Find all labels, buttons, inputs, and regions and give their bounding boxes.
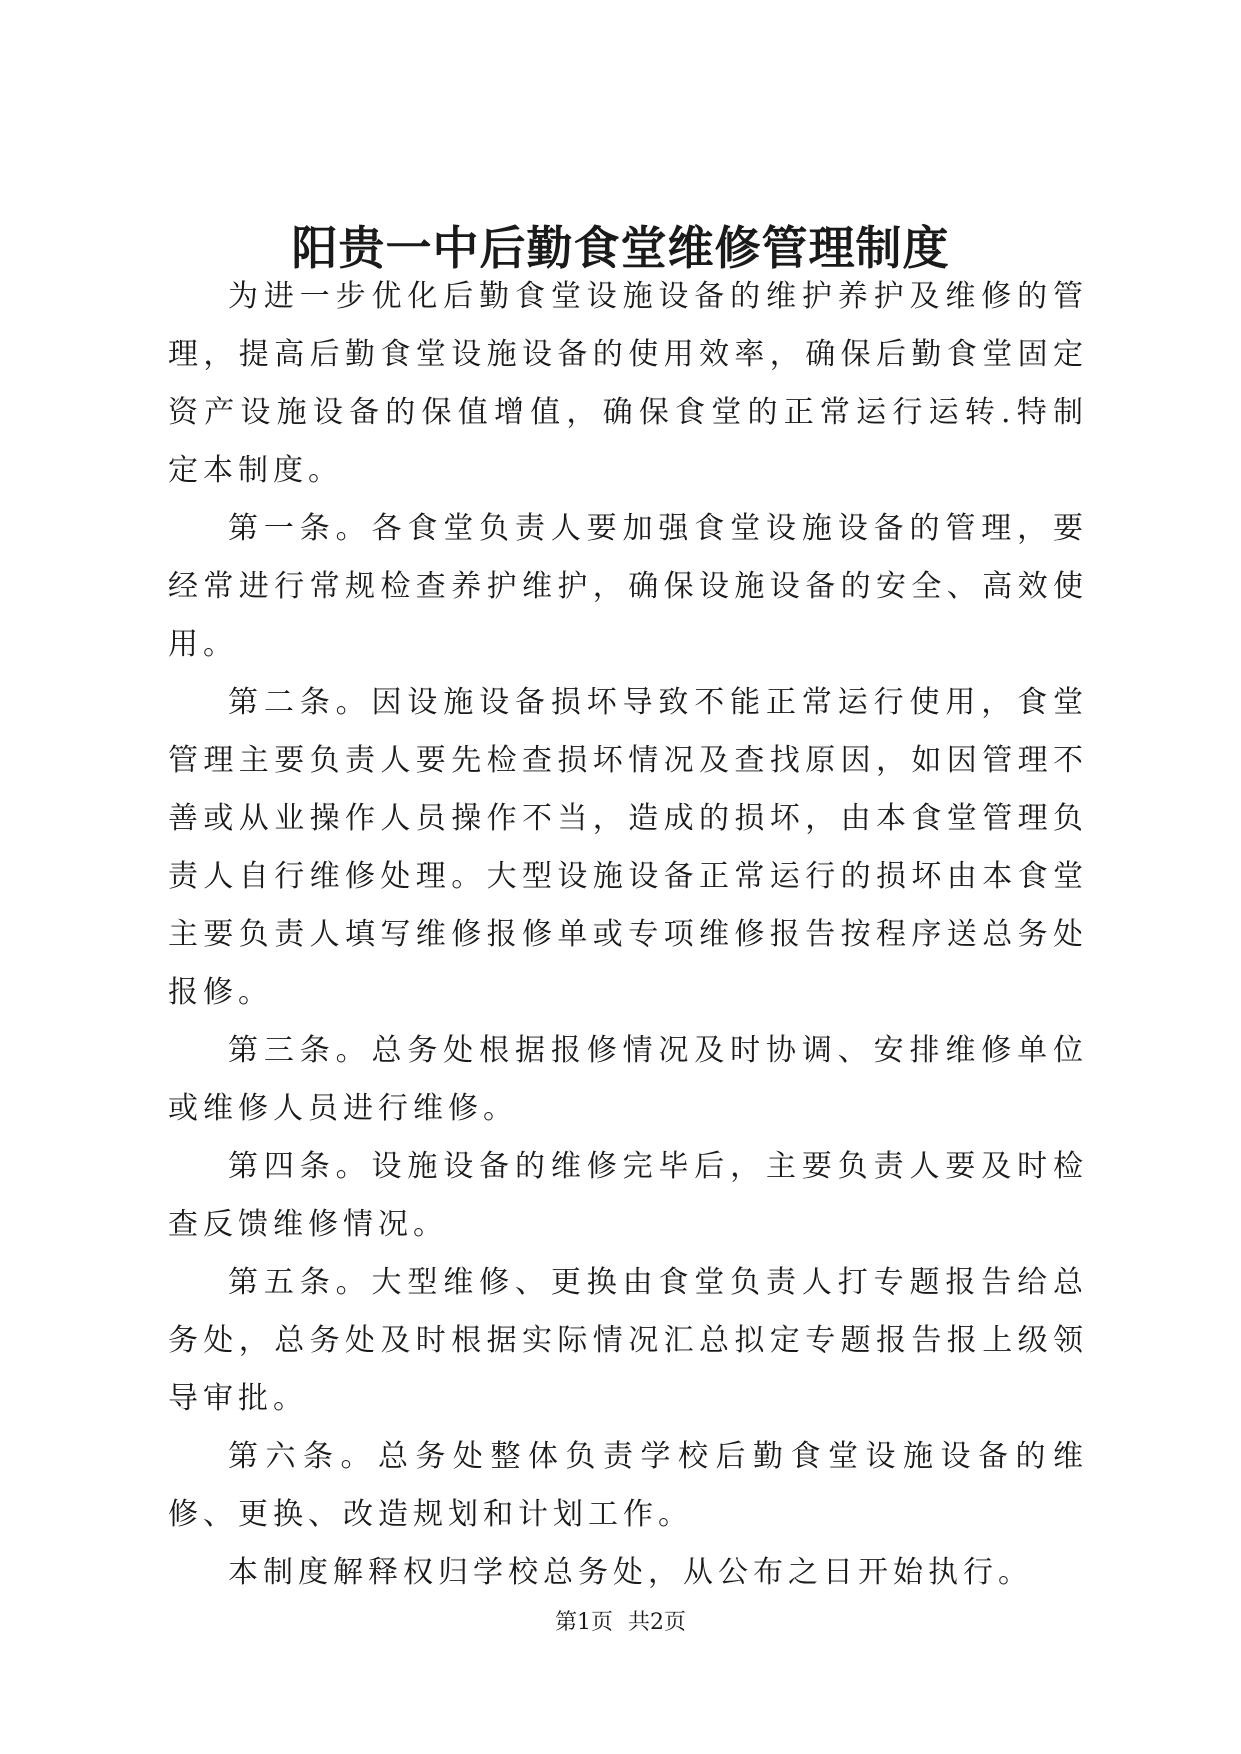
document-body	[168, 268, 1088, 1602]
paragraph-article-3: 第三条。总务处根据报修情况及时协调、安排维修单位或维修人员进行维修。	[168, 1033, 1088, 1126]
page-number: 第1页	[555, 1610, 613, 1635]
paragraph-article-4: 第四条。设施设备的维修完毕后，主要负责人要及时检查反馈维修情况。	[168, 1149, 1088, 1242]
document-title: 阳贵一中后勤食堂维修管理制度	[291, 221, 950, 275]
paragraph-article-6: 第六条。总务处整体负责学校后勤食堂设施设备的维修、更换、改造规划和计划工作。	[168, 1439, 1088, 1532]
page-total: 共2页	[628, 1610, 686, 1635]
paragraph-closing: 本制度解释权归学校总务处，从公布之日开始执行。	[228, 1555, 1033, 1590]
page-footer	[0, 1608, 1241, 1638]
paragraph-intro: 为进一步优化后勤食堂设施设备的维护养护及维修的管理，提高后勤食堂设施设备的使用效率，确保后勤食堂固定资产设施设备的保值增值，确保食堂的正常运行运转.特制定本制度。	[168, 279, 1088, 488]
paragraph-article-5: 第五条。大型维修、更换由食堂负责人打专题报告给总务处，总务处及时根据实际情况汇总拟定专题报告报上级领导审批。	[168, 1265, 1088, 1416]
paragraph-article-1: 第一条。各食堂负责人要加强食堂设施设备的管理，要经常进行常规检查养护维护，确保设施设备的安全、高效使用。	[168, 511, 1088, 662]
paragraph-article-2: 第二条。因设施设备损坏导致不能正常运行使用，食堂管理主要负责人要先检查损坏情况及查找原因，如因管理不善或从业操作人员操作不当，造成的损坏，由本食堂管理负责人自行维修处理。大型设施设备正常运行的损坏由本食堂主要负责人填写维修报修单或专项维修报告按程序送总务处报修。	[168, 685, 1088, 1010]
